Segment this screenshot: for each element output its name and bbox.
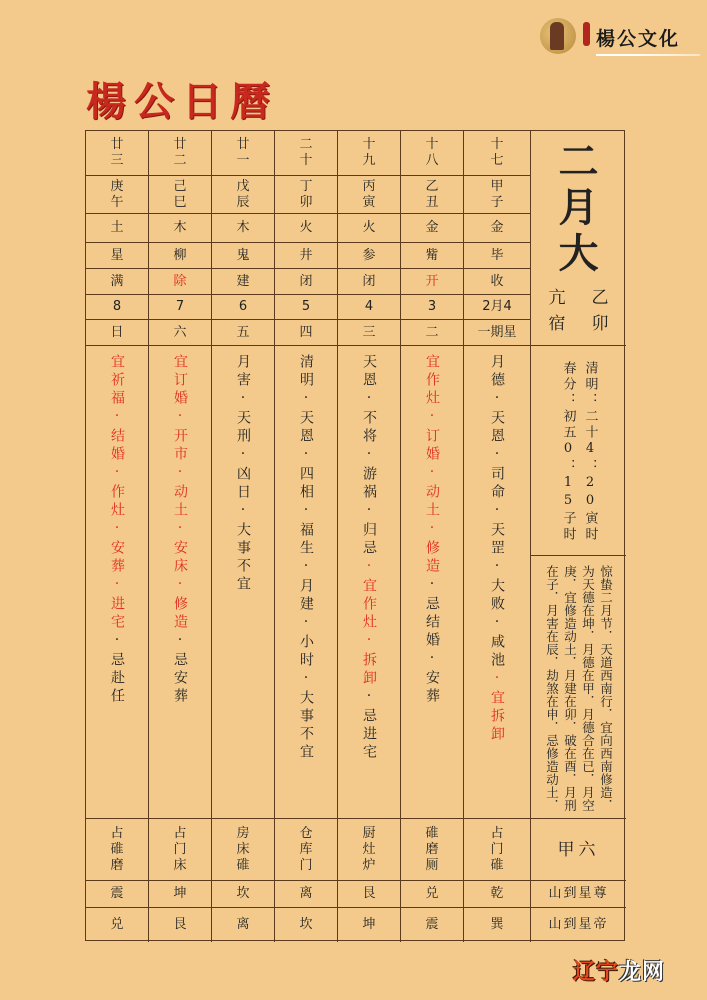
activity-item: 安葬 — [424, 670, 440, 706]
right-footer-1: 甲六 — [531, 819, 626, 881]
day-ganzhi: 丁 卯 — [275, 176, 338, 214]
watermark-part2: 龙网 — [619, 960, 666, 985]
day-weekday: 二 — [401, 320, 464, 346]
activity-item: 司命 — [489, 466, 505, 502]
month-name: 二 月 大 — [558, 138, 599, 277]
right-footer-2: 山到星尊 — [531, 881, 626, 908]
day-element: 火 — [338, 214, 401, 243]
day-trigram-1: 离 — [275, 881, 338, 908]
day-mansion: 鬼 — [212, 243, 275, 269]
activity-item: 不将 — [361, 410, 377, 446]
day-officer: 开 — [401, 269, 464, 295]
activity-item: 清明 — [298, 354, 314, 390]
activity-item: 修造 — [424, 540, 440, 576]
separator: · — [424, 650, 440, 670]
solar-term-2: 清明：二十4：20寅时 — [582, 361, 598, 543]
separator: · — [109, 576, 125, 596]
separator: · — [361, 502, 377, 522]
separator: · — [361, 446, 377, 466]
day-mansion: 参 — [338, 243, 401, 269]
day-weekday: 五 — [212, 320, 275, 346]
day-officer: 收 — [464, 269, 531, 295]
solar-term-1: 春分：初五0：15子时 — [560, 361, 576, 543]
logo-seal-icon — [583, 22, 590, 46]
day-date: 4 — [338, 295, 401, 320]
separator: · — [298, 558, 314, 578]
separator: · — [172, 520, 188, 540]
activity-item: 宜拆卸 — [489, 690, 505, 744]
day-mansion: 柳 — [149, 243, 212, 269]
day-activities — [86, 346, 149, 819]
activity-item: 大事不宜 — [235, 522, 251, 594]
separator: · — [172, 464, 188, 484]
activity-item: 开市 — [172, 428, 188, 464]
solar-terms — [531, 346, 626, 556]
activity-item: 忌进宅 — [361, 708, 377, 762]
day-position: 碓 磨 厕 — [401, 819, 464, 881]
separator: · — [298, 446, 314, 466]
brand-logo — [540, 14, 700, 60]
day-activities — [464, 346, 531, 819]
separator: · — [235, 502, 251, 522]
separator: · — [298, 614, 314, 634]
day-ganzhi: 戊 辰 — [212, 176, 275, 214]
activity-item: 修造 — [172, 596, 188, 632]
day-activities — [401, 346, 464, 819]
day-trigram-2: 兑 — [86, 908, 149, 942]
separator: · — [489, 446, 505, 466]
activity-item: 订婚 — [424, 428, 440, 464]
day-trigram-2: 离 — [212, 908, 275, 942]
activity-item: 宜作灶 — [361, 578, 377, 632]
activity-item: 安床 — [172, 540, 188, 576]
activity-item: 月建 — [298, 578, 314, 614]
activity-item: 凶日 — [235, 466, 251, 502]
activity-item: 月害 — [235, 354, 251, 390]
separator: · — [489, 558, 505, 578]
activity-item: 四相 — [298, 466, 314, 502]
day-officer: 除 — [149, 269, 212, 295]
activity-item: 天刑 — [235, 410, 251, 446]
activity-item: 动土 — [172, 484, 188, 520]
month-ganzhi: 乙 卯 — [591, 288, 609, 334]
activity-item: 大事不宜 — [298, 690, 314, 762]
logo-underline — [596, 54, 700, 56]
separator: · — [489, 502, 505, 522]
day-mansion: 井 — [275, 243, 338, 269]
day-date: 7 — [149, 295, 212, 320]
day-date: 2月4 — [464, 295, 531, 320]
lunar-day: 十 七 — [464, 131, 531, 176]
activity-item: 宜作灶 — [424, 354, 440, 408]
day-element: 木 — [212, 214, 275, 243]
day-trigram-1: 震 — [86, 881, 149, 908]
day-date: 3 — [401, 295, 464, 320]
day-ganzhi: 甲 子 — [464, 176, 531, 214]
separator: · — [361, 390, 377, 410]
lunar-day: 十 九 — [338, 131, 401, 176]
lunar-day: 廿 三 — [86, 131, 149, 176]
day-ganzhi: 乙 丑 — [401, 176, 464, 214]
day-element: 木 — [149, 214, 212, 243]
separator: · — [489, 390, 505, 410]
lunar-day: 廿 一 — [212, 131, 275, 176]
activity-item: 大败 — [489, 578, 505, 614]
activity-item: 天恩 — [489, 410, 505, 446]
activity-item: 天恩 — [361, 354, 377, 390]
activity-item: 安葬 — [109, 540, 125, 576]
day-trigram-2: 震 — [401, 908, 464, 942]
separator: · — [424, 520, 440, 540]
day-mansion: 觜 — [401, 243, 464, 269]
right-footer-3: 山到星帝 — [548, 917, 609, 932]
day-trigram-1: 坎 — [212, 881, 275, 908]
day-activities — [275, 346, 338, 819]
day-position: 占 碓 磨 — [86, 819, 149, 881]
lunar-day: 二 十 — [275, 131, 338, 176]
lunar-day: 十 八 — [401, 131, 464, 176]
separator: · — [298, 670, 314, 690]
day-activities — [212, 346, 275, 819]
activity-item: 忌结婚 — [424, 596, 440, 650]
day-weekday: 日 — [86, 320, 149, 346]
separator: · — [298, 502, 314, 522]
separator: · — [109, 520, 125, 540]
activity-item: 咸池 — [489, 634, 505, 670]
day-ganzhi: 庚 午 — [86, 176, 149, 214]
separator: · — [489, 614, 505, 634]
almanac-table — [85, 130, 625, 941]
separator: · — [235, 446, 251, 466]
day-date: 8 — [86, 295, 149, 320]
day-officer: 满 — [86, 269, 149, 295]
day-officer: 闭 — [275, 269, 338, 295]
day-mansion: 星 — [86, 243, 149, 269]
watermark — [573, 955, 665, 986]
month-mansion: 亢 宿 — [548, 288, 566, 334]
day-element: 金 — [464, 214, 531, 243]
month-info-cell — [531, 346, 626, 819]
day-position: 占 门 床 — [149, 819, 212, 881]
activity-item: 结婚 — [109, 428, 125, 464]
day-position: 房 床 碓 — [212, 819, 275, 881]
day-activities — [338, 346, 401, 819]
day-trigram-1: 乾 — [464, 881, 531, 908]
activity-item: 归忌 — [361, 522, 377, 558]
activity-item: 作灶 — [109, 484, 125, 520]
activity-item: 天恩 — [298, 410, 314, 446]
separator: · — [298, 390, 314, 410]
day-officer: 闭 — [338, 269, 401, 295]
logo-figure-icon — [550, 22, 564, 50]
day-officer: 建 — [212, 269, 275, 295]
separator: · — [424, 464, 440, 484]
watermark-part1: 辽宁 — [573, 960, 620, 985]
day-trigram-2: 巽 — [464, 908, 531, 942]
separator: · — [361, 688, 377, 708]
day-weekday: 一期星 — [464, 320, 531, 346]
logo-text: 楊公文化 — [596, 28, 681, 50]
day-date: 6 — [212, 295, 275, 320]
day-trigram-1: 兑 — [401, 881, 464, 908]
day-element: 土 — [86, 214, 149, 243]
day-position: 占 门 碓 — [464, 819, 531, 881]
day-trigram-2: 坤 — [338, 908, 401, 942]
separator: · — [361, 632, 377, 652]
separator: · — [172, 408, 188, 428]
separator: · — [424, 576, 440, 596]
day-activities — [149, 346, 212, 819]
activity-item: 月德 — [489, 354, 505, 390]
separator: · — [361, 558, 377, 578]
month-notes — [531, 556, 626, 818]
day-position: 仓 库 门 — [275, 819, 338, 881]
activity-item: 福生 — [298, 522, 314, 558]
lunar-day: 廿 二 — [149, 131, 212, 176]
activity-item: 小时 — [298, 634, 314, 670]
day-weekday: 六 — [149, 320, 212, 346]
activity-item: 游祸 — [361, 466, 377, 502]
separator: · — [109, 632, 125, 652]
separator: · — [109, 464, 125, 484]
activity-item: 进宅 — [109, 596, 125, 632]
day-trigram-2: 坎 — [275, 908, 338, 942]
activity-item: 动土 — [424, 484, 440, 520]
activity-item: 忌安葬 — [172, 652, 188, 706]
separator: · — [172, 576, 188, 596]
day-trigram-1: 艮 — [338, 881, 401, 908]
separator: · — [235, 390, 251, 410]
page-title: 楊公日曆 — [86, 78, 278, 125]
activity-item: 宜祈福 — [109, 354, 125, 408]
month-notes-text: 惊蛰二月节．天道西南行．宜向西南修造．为天德在坤．月德在甲．月德合在已．月空庚．宜修造动土．月建在卯．破在酉．月刑在子．月害在辰．劫煞在申．忌修造动土． — [544, 564, 614, 812]
activity-item: 宜订婚 — [172, 354, 188, 408]
activity-item: 天罡 — [489, 522, 505, 558]
separator: · — [424, 408, 440, 428]
day-element: 金 — [401, 214, 464, 243]
day-element: 火 — [275, 214, 338, 243]
day-weekday: 四 — [275, 320, 338, 346]
day-weekday: 三 — [338, 320, 401, 346]
separator: · — [489, 670, 505, 690]
day-position: 厨 灶 炉 — [338, 819, 401, 881]
separator: · — [172, 632, 188, 652]
activity-item: 忌赴任 — [109, 652, 125, 706]
day-ganzhi: 己 巳 — [149, 176, 212, 214]
day-ganzhi: 丙 寅 — [338, 176, 401, 214]
activity-item: 拆卸 — [361, 652, 377, 688]
day-trigram-1: 坤 — [149, 881, 212, 908]
separator: · — [109, 408, 125, 428]
day-trigram-2: 艮 — [149, 908, 212, 942]
day-mansion: 毕 — [464, 243, 531, 269]
month-header-cell — [531, 131, 626, 346]
day-date: 5 — [275, 295, 338, 320]
